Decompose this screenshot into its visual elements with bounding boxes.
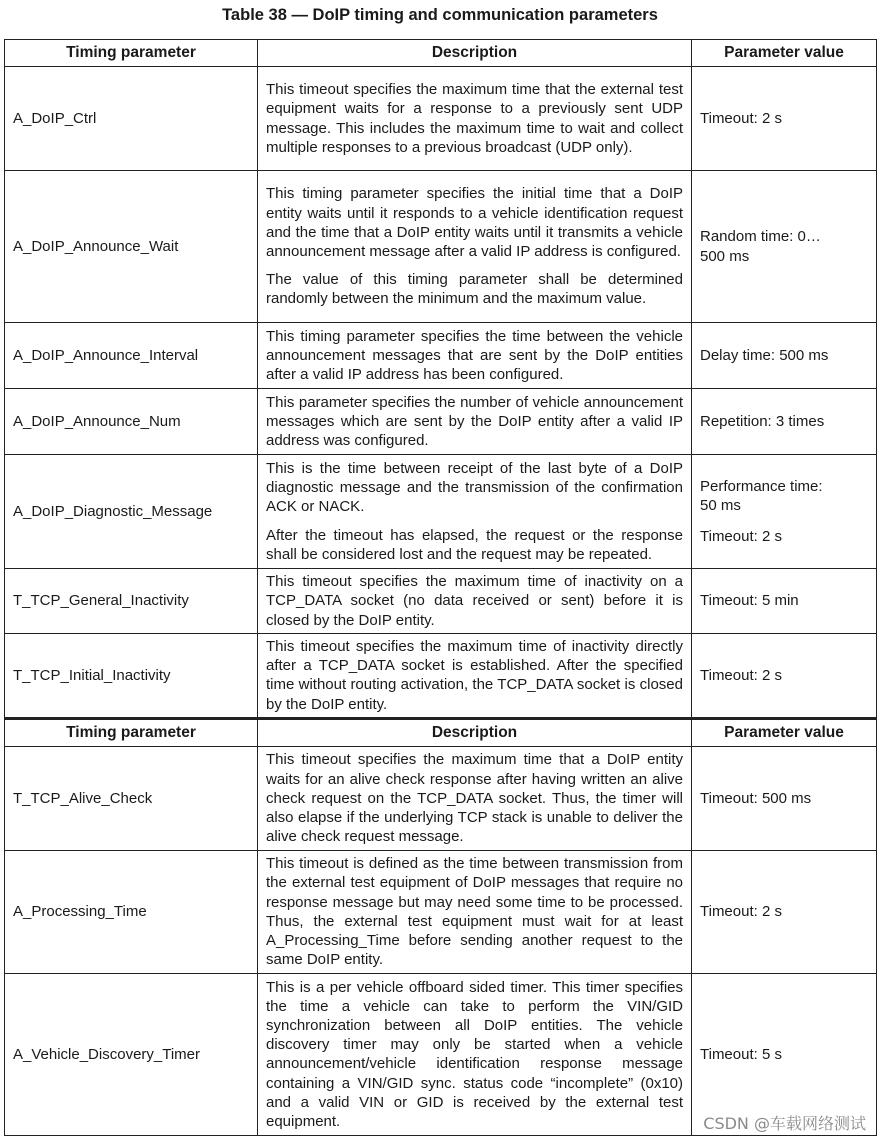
table-row	[5, 455, 877, 569]
param-name: A_DoIP_Announce_Interval	[5, 323, 258, 389]
param-description	[258, 634, 692, 719]
value-text: Delay time: 500 ms	[700, 346, 829, 364]
description-text: This timeout specifies the maximum time of inactivity directly after a TCP_DATA socket is established. After the specified time without routing activation, the TCP_DATA socket is closed by the DoIP entity.	[266, 638, 683, 713]
table-row	[5, 634, 877, 719]
param-name: A_DoIP_Diagnostic_Message	[5, 455, 258, 569]
value-text: Random time: 0…500 ms	[700, 228, 821, 265]
table-header-row	[5, 40, 877, 67]
table-header-row-repeated	[5, 718, 877, 746]
header-timing-parameter: Timing parameter	[5, 40, 258, 67]
description-text: After the timeout has elapsed, the request or the response shall be considered lost and the request may be repeated.	[266, 526, 683, 563]
param-description	[258, 389, 692, 455]
table-row	[5, 746, 877, 850]
value-text: Timeout: 2 s	[700, 903, 782, 921]
csdn-watermark: CSDN @车载网络测试	[703, 1114, 866, 1133]
param-name: A_Processing_Time	[5, 850, 258, 973]
param-description	[258, 746, 692, 850]
table-title: Table 38 — DoIP timing and communication parameters	[222, 6, 658, 24]
header-description: Description	[258, 718, 692, 746]
param-name: T_TCP_General_Inactivity	[5, 569, 258, 634]
timing-parameters-table	[4, 39, 877, 1136]
description-text: This is the time between receipt of the last byte of a DoIP diagnostic message and the transmission of the confirmation ACK or NACK.	[266, 459, 683, 516]
param-description	[258, 569, 692, 634]
param-value	[692, 323, 877, 389]
header-parameter-value: Parameter value	[692, 40, 877, 67]
description-text: This timeout is defined as the time between transmission from the external test equipment of DoIP messages that require no response message but may need some time to be processed. Thus, the external test equipment must wait for at least A_Processing_Time before sending another request to the same DoIP entity.	[266, 855, 683, 969]
value-text: Timeout: 5 min	[700, 592, 799, 610]
description-text: This timeout specifies the maximum time that the external test equipment waits for a response to a previously sent UDP message. This includes the maximum time to wait and collect multiple responses to a previous broadcast (UDP only).	[266, 81, 683, 156]
param-description	[258, 67, 692, 171]
param-name: A_Vehicle_Discovery_Timer	[5, 973, 258, 1135]
param-value	[692, 389, 877, 455]
param-name: A_DoIP_Ctrl	[5, 67, 258, 171]
header-parameter-value: Parameter value	[692, 718, 877, 746]
param-description	[258, 850, 692, 973]
param-description	[258, 323, 692, 389]
description-text: This is a per vehicle offboard sided timer. This timer specifies the time a vehicle can take to perform the VIN/GID synchronization between all DoIP entities. The vehicle discovery timer may only be started when a vehicle announcement/vehicle identification response message containing a VIN/GID sync. status code “incomplete” (0x10) and a valid VIN or GID is received by the external test equipment.	[266, 978, 683, 1130]
value-text: Timeout: 2 s	[700, 109, 782, 127]
table-row	[5, 569, 877, 634]
param-value	[692, 634, 877, 719]
value-text: Performance time: 50 ms	[700, 478, 823, 515]
table-row	[5, 389, 877, 455]
table-row	[5, 323, 877, 389]
param-value	[692, 67, 877, 171]
value-text: Timeout: 5 s	[700, 1045, 782, 1063]
description-text: This timing parameter specifies the initial time that a DoIP entity waits until it responds to a vehicle identification request and the time that a DoIP entity waits until it transmits a vehicle announcement message after a valid IP address is configured.	[266, 185, 683, 260]
param-value	[692, 850, 877, 973]
description-text: This timing parameter specifies the time between the vehicle announcement messages that are sent by the DoIP entities after a valid IP address has been configured.	[266, 327, 683, 384]
param-description	[258, 973, 692, 1135]
param-description	[258, 455, 692, 569]
param-name: T_TCP_Alive_Check	[5, 746, 258, 850]
description-text: This timeout specifies the maximum time of inactivity on a TCP_DATA socket (no data received or sent) before it is closed by the DoIP entity.	[266, 573, 683, 629]
description-text: This timeout specifies the maximum time that a DoIP entity waits for an alive check response after having written an alive check request on the TCP_DATA socket. Thus, the timer will also elapse if the underlying TCP stack is unable to deliver the alive check request message.	[266, 751, 683, 846]
value-text: Repetition: 3 times	[700, 412, 825, 430]
header-description: Description	[258, 40, 692, 67]
param-value	[692, 171, 877, 323]
value-text: Timeout: 500 ms	[700, 789, 812, 807]
table-row	[5, 67, 877, 171]
param-value	[692, 569, 877, 634]
value-text: Timeout: 2 s	[700, 527, 782, 545]
param-value	[692, 455, 877, 569]
value-text: Timeout: 2 s	[700, 666, 782, 684]
param-name: A_DoIP_Announce_Num	[5, 389, 258, 455]
description-text: The value of this timing parameter shall be determined randomly between the minimum and the maximum value.	[266, 271, 683, 308]
table-row	[5, 171, 877, 323]
description-text: This parameter specifies the number of vehicle announcement messages which are sent by the DoIP entity after a valid IP address was configured.	[266, 393, 683, 450]
param-value	[692, 746, 877, 850]
param-name: T_TCP_Initial_Inactivity	[5, 634, 258, 719]
table-row	[5, 850, 877, 973]
param-description	[258, 171, 692, 323]
header-timing-parameter: Timing parameter	[5, 718, 258, 746]
param-name: A_DoIP_Announce_Wait	[5, 171, 258, 323]
